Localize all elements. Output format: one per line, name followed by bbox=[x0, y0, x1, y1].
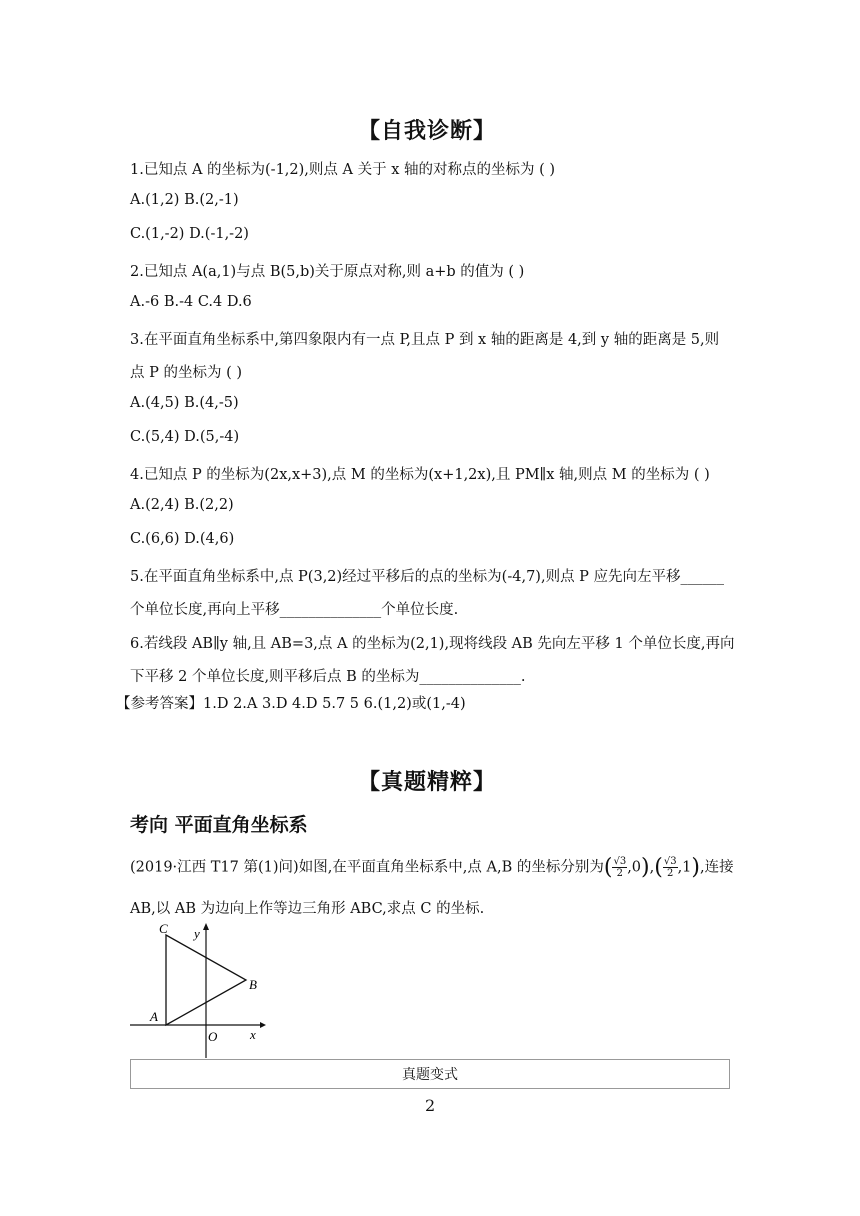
question-1-options-cd: C.(1,-2) D.(-1,-2) bbox=[130, 226, 249, 242]
question-1-options-ab: A.(1,2) B.(2,-1) bbox=[130, 192, 239, 208]
question-5-line2: 个单位长度,再向上平移______________个单位长度. bbox=[130, 602, 459, 618]
question-3-options-ab: A.(4,5) B.(4,-5) bbox=[130, 395, 239, 411]
label-o: O bbox=[208, 1029, 218, 1044]
question-3-line1: 3.在平面直角坐标系中,第四象限内有一点 P,且点 P 到 x 轴的距离是 4,到 y 轴的距离是 5,则 bbox=[130, 332, 720, 348]
label-c: C bbox=[159, 921, 168, 936]
section-title-real-exam: 【真题精粹】 bbox=[358, 770, 497, 795]
exam-problem-line1: (2019·江西 T17 第(1)问)如图,在平面直角坐标系中,点 A,B 的坐标分别为( $\frac{√3}{2}$ ,0),( $\frac{√3}{2}$ ,1),连接 bbox=[130, 855, 734, 880]
x-axis-arrow bbox=[260, 1022, 266, 1028]
section-title-self-diagnosis: 【自我诊断】 bbox=[358, 119, 497, 144]
variant-box[interactable] bbox=[130, 1059, 730, 1089]
question-2-options: A.-6 B.-4 C.4 D.6 bbox=[130, 294, 252, 310]
page-number: 2 bbox=[425, 1096, 436, 1115]
question-6-line1: 6.若线段 AB∥y 轴,且 AB=3,点 A 的坐标为(2,1),现将线段 AB 先向左平移 1 个单位长度,再向 bbox=[130, 636, 735, 652]
question-4: 4.已知点 P 的坐标为(2x,x+3),点 M 的坐标为(x+1,2x),且 PM∥x 轴,则点 M 的坐标为 ( ) bbox=[130, 467, 710, 483]
question-3-options-cd: C.(5,4) D.(5,-4) bbox=[130, 429, 240, 445]
topic-heading: 考向 平面直角坐标系 bbox=[130, 814, 308, 836]
label-b: B bbox=[249, 977, 257, 992]
question-2: 2.已知点 A(a,1)与点 B(5,b)关于原点对称,则 a+b 的值为 ( ) bbox=[130, 264, 525, 280]
question-4-options-cd: C.(6,6) D.(4,6) bbox=[130, 531, 235, 547]
label-x: x bbox=[250, 1027, 256, 1042]
coordinate-figure bbox=[128, 920, 268, 1060]
exam-problem-text: (2019·江西 T17 第(1)问)如图,在平面直角坐标系中,点 A,B 的坐标分别为 bbox=[130, 859, 604, 876]
question-6-line2: 下平移 2 个单位长度,则平移后点 B 的坐标为______________. bbox=[130, 669, 526, 685]
question-5-line1: 5.在平面直角坐标系中,点 P(3,2)经过平移后的点的坐标为(-4,7),则点 P 应先向左平移______ bbox=[130, 569, 725, 585]
variant-box-label: 真题变式 bbox=[402, 1067, 458, 1083]
fraction-a: $\frac{√3}{2}$ bbox=[613, 856, 627, 879]
reference-answers: 【参考答案】1.D 2.A 3.D 4.D 5.7 5 6.(1,2)或(1,-4) bbox=[116, 696, 466, 712]
question-4-options-ab: A.(2,4) B.(2,2) bbox=[130, 497, 234, 513]
y-axis-arrow bbox=[203, 923, 209, 930]
question-1: 1.已知点 A 的坐标为(-1,2),则点 A 关于 x 轴的对称点的坐标为 ( ) bbox=[130, 162, 556, 178]
label-y: y bbox=[194, 926, 200, 941]
label-a: A bbox=[150, 1009, 158, 1024]
fraction-b: $\frac{√3}{2}$ bbox=[663, 856, 677, 879]
question-3-line2: 点 P 的坐标为 ( ) bbox=[130, 365, 243, 381]
exam-problem-line2: AB,以 AB 为边向上作等边三角形 ABC,求点 C 的坐标. bbox=[130, 901, 485, 917]
